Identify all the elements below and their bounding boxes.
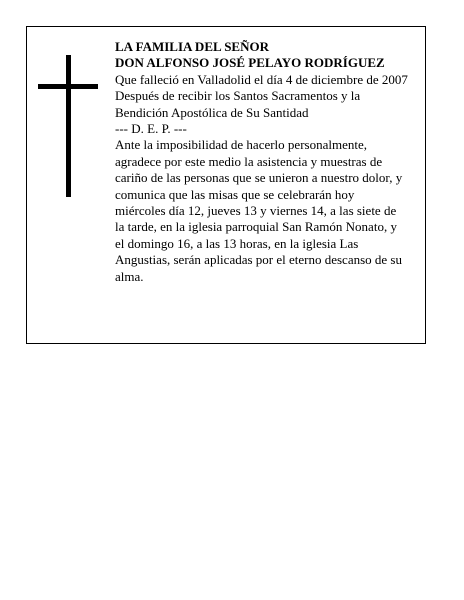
body-line: alma.: [115, 268, 144, 284]
body-line: agradece por este medio la asistencia y muestras de: [115, 153, 383, 169]
dep-line: --- D. E. P. ---: [115, 121, 187, 137]
body-line: el domingo 16, a las 13 horas, en la iglesia Las: [115, 235, 359, 251]
body-line: comunica que las misas que se celebrarán hoy: [115, 186, 355, 202]
obituary-notice: [26, 26, 426, 344]
death-line: Que falleció en Valladolid el día 4 de diciembre de 2007: [115, 71, 408, 87]
body-line: Angustias, serán aplicadas por el eterno descanso de su: [115, 252, 402, 268]
body-line: miércoles día 12, jueves 13 y viernes 14, a las siete de: [115, 203, 397, 219]
body-line: cariño de las personas que se unieron a nuestro dolor, y: [115, 170, 403, 186]
sacraments-line-2: Bendición Apostólica de Su Santidad: [115, 104, 309, 120]
notice-text: [115, 39, 427, 285]
sacraments-line-1: Después de recibir los Santos Sacramentos y la: [115, 88, 361, 104]
body-line: la tarde, en la iglesia parroquial San Ramón Nonato, y: [115, 219, 397, 235]
cross-horizontal-bar: [38, 84, 98, 89]
cross-vertical-bar: [66, 55, 71, 197]
body-line: Ante la imposibilidad de hacerlo personalmente,: [115, 137, 367, 153]
heading-line-2: DON ALFONSO JOSÉ PELAYO RODRÍGUEZ: [115, 55, 385, 71]
heading-line-1: LA FAMILIA DEL SEÑOR: [115, 39, 269, 54]
